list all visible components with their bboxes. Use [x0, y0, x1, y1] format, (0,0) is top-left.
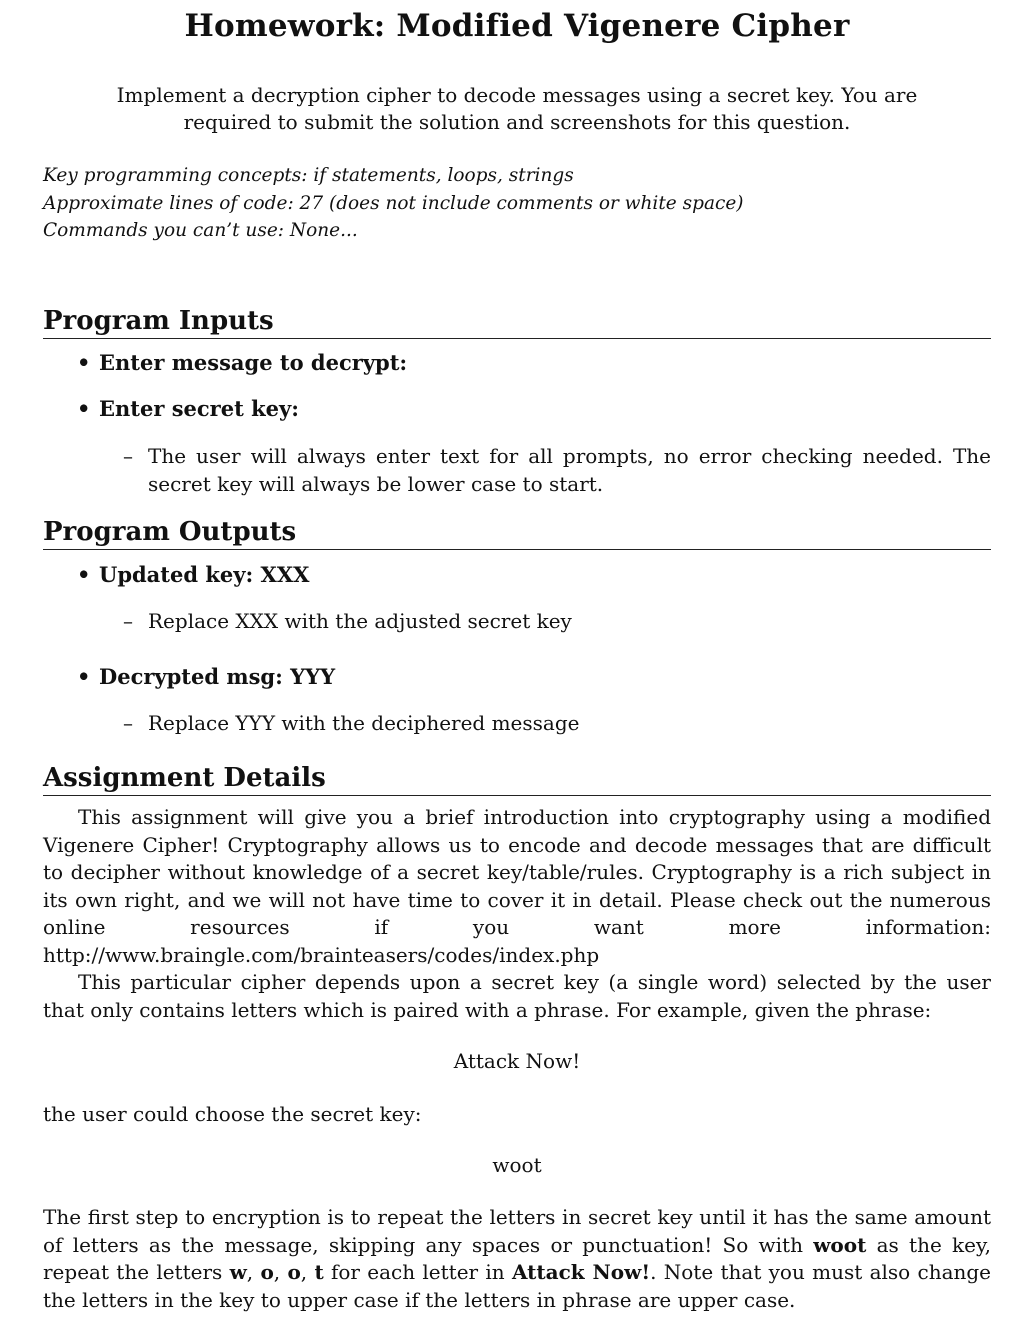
para4-bold-letter-t: t: [314, 1260, 324, 1284]
bullet-icon: •: [77, 396, 91, 421]
sub-item-output-key: [123, 608, 991, 636]
sub-item-text: Replace XXX with the adjusted secret key: [148, 609, 572, 633]
dash-icon: –: [123, 444, 133, 468]
example-phrase: Attack Now!: [453, 1049, 581, 1073]
para4-text-3: ,: [246, 1260, 261, 1284]
bullet-input-key: [77, 396, 299, 421]
para4-text-5: ,: [300, 1260, 315, 1284]
para4-text-7: . Note that you must also change the letters in the key to upper case if the letters in phrase are upper case.: [43, 1260, 992, 1312]
bullet-label: Enter secret key:: [99, 396, 299, 421]
details-paragraph-1: This assignment will give you a brief introduction into cryptography using a modified Vigenere Cipher! Cryptography allows us to encode and decode messages that are difficult to decipher without knowledge of a secret key/table/rules. Cryptography is a rich subject in its own right, and we will not have time to cover it in detail. Please check out the numerous online resources if you want more information: http://www.braingle.com/brainteasers/codes/index.php: [43, 805, 991, 967]
para4-text-1: The first step to encryption is to repeat the letters in secret key until it has the same amount of letters as the message, skipping any spaces or punctuation! So with: [43, 1205, 991, 1257]
section-heading-outputs: Program Outputs: [43, 516, 991, 550]
bullet-icon: •: [77, 664, 91, 689]
bullet-label: Updated key: XXX: [99, 562, 310, 587]
meta-commands: Commands you can’t use: None...: [43, 220, 358, 241]
sub-item-output-msg: [123, 710, 991, 738]
sub-item-text: Replace YYY with the deciphered message: [148, 711, 580, 735]
para4-bold-letter-o2: o: [287, 1260, 301, 1284]
bullet-label: Decrypted msg: YYY: [99, 664, 336, 689]
intro-paragraph: Implement a decryption cipher to decode messages using a secret key. You are required to submit the solution and screenshots for this question.: [116, 83, 918, 134]
meta-concepts: Key programming concepts: if statements, loops, strings: [43, 165, 574, 186]
dash-icon: –: [123, 609, 133, 633]
para4-bold-phrase: Attack Now!: [511, 1260, 651, 1284]
bullet-output-key: [77, 562, 309, 587]
para4-bold-key: woot: [813, 1232, 867, 1257]
bullet-icon: •: [77, 562, 91, 587]
para4-text-4: ,: [273, 1260, 288, 1284]
bullet-input-message: [77, 350, 407, 375]
section-heading-inputs: Program Inputs: [43, 305, 991, 339]
para4-text-6: for each letter in: [323, 1260, 512, 1284]
details-paragraph-2: This particular cipher depends upon a secret key (a single word) selected by the user that only contains letters which is paired with a phrase. For example, given the phrase:: [43, 970, 991, 1022]
sub-item-input-note: [123, 443, 991, 498]
bullet-output-msg: [77, 664, 335, 689]
page-title: Homework: Modified Vigenere Cipher: [184, 8, 850, 44]
example-key: woot: [492, 1153, 542, 1177]
para4-bold-letter-w: w: [229, 1260, 247, 1284]
section-heading-details: Assignment Details: [43, 762, 991, 796]
meta-block: [43, 162, 744, 245]
bullet-icon: •: [77, 350, 91, 375]
para4-text-2: as the key, repeat the letters: [43, 1232, 991, 1284]
details-paragraph-4: [43, 1204, 991, 1314]
para4-bold-letter-o1: o: [260, 1260, 274, 1284]
sub-item-text: The user will always enter text for all prompts, no error checking needed. The secret key will always be lower case to start.: [148, 444, 991, 496]
bullet-label: Enter message to decrypt:: [99, 350, 408, 375]
details-paragraph-3: the user could choose the secret key:: [43, 1102, 422, 1126]
dash-icon: –: [123, 711, 133, 735]
meta-lines: Approximate lines of code: 27 (does not include comments or white space): [43, 192, 744, 214]
